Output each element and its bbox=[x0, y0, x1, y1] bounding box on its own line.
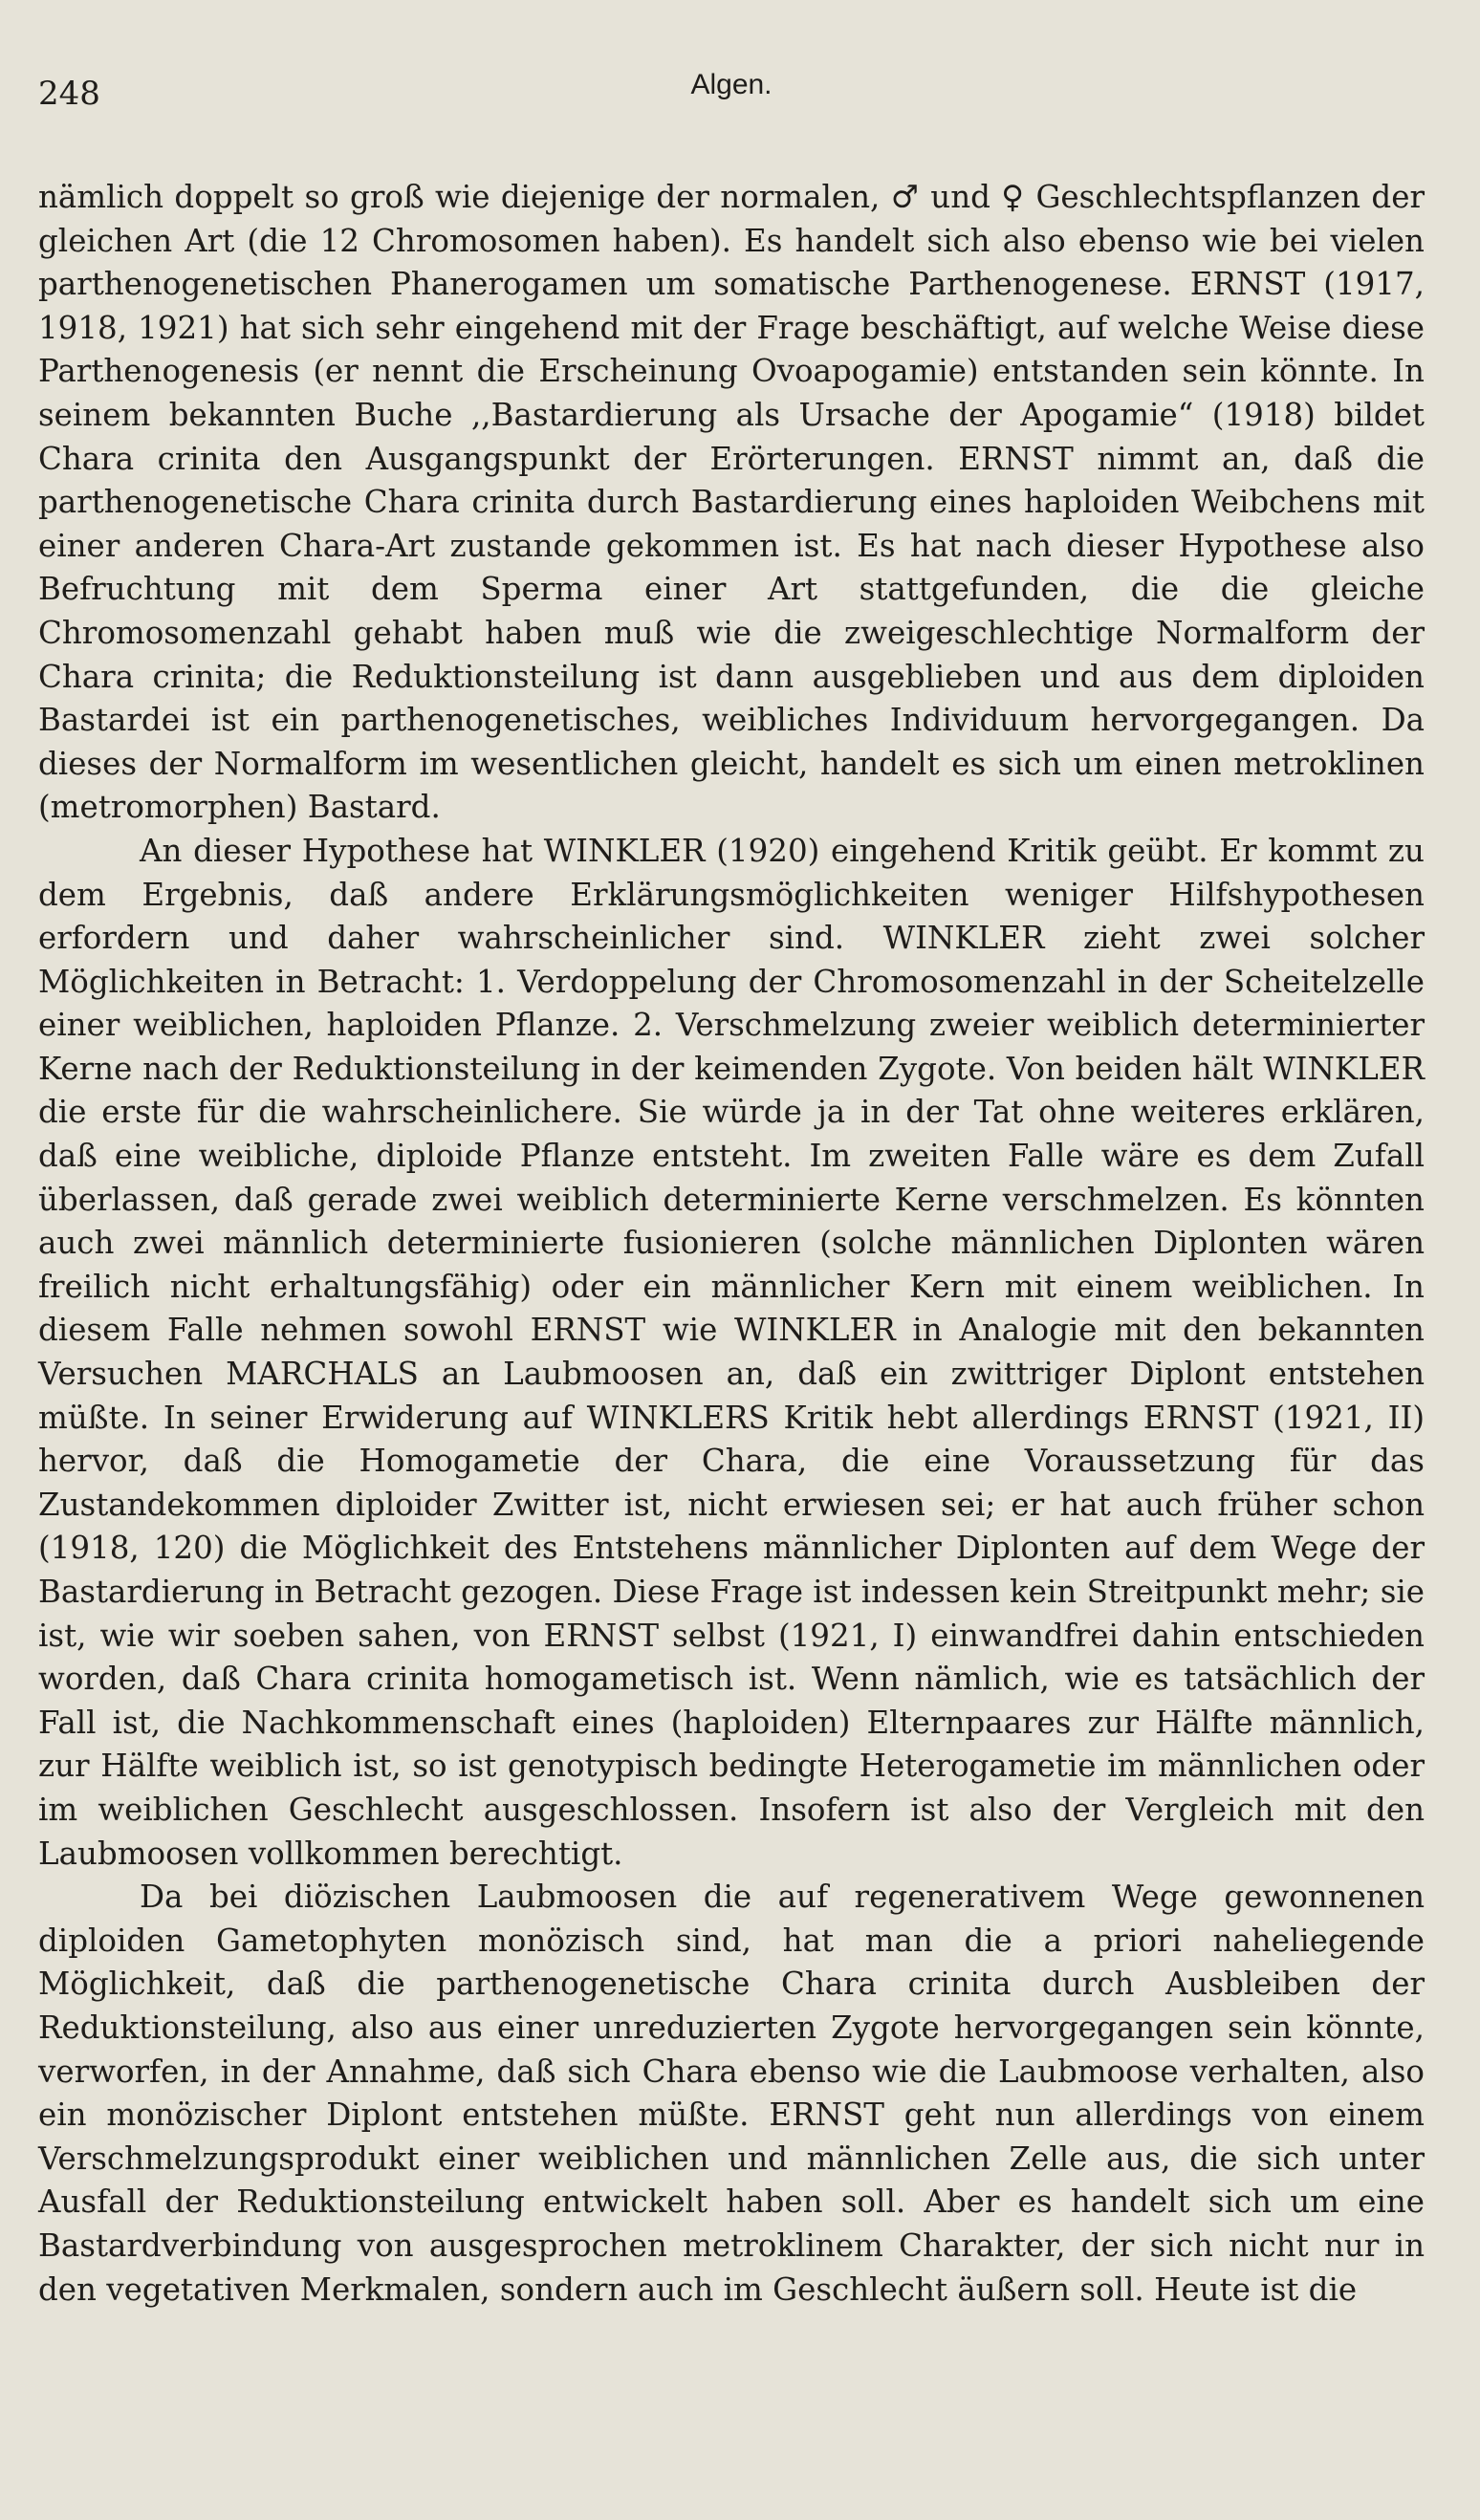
paragraph: Da bei diözischen Laubmoosen die auf regenerativem Wege gewonnenen diploiden Gametophyten monözisch sind, hat man die a priori naheliegende Möglichkeit, daß die parthenogenetische Chara crinita durch Ausbleiben der Reduktionsteilung, also aus einer unreduzierten Zygote hervorgegangen sein könnte, verworfen, in der Annahme, daß sich Chara ebenso wie die Laubmoose verhalten, also ein monözischer Diplont entstehen müßte. ERNST geht nun allerdings von einem Verschmelzungsprodukt einer weiblichen und männlichen Zelle aus, die sich unter Ausfall der Reduktionsteilung entwickelt haben soll. Aber es handelt sich um eine Bastardverbindung von ausgesprochen metroklinem Charakter, der sich nicht nur in den vegetativen Merkmalen, sondern auch im Geschlecht äußern soll. Heute ist die bbox=[38, 1879, 1425, 2308]
paragraph: An dieser Hypothese hat WINKLER (1920) eingehend Kritik geübt. Er kommt zu dem Ergebnis, daß andere Erklärungsmöglichkeiten weniger Hilfshypothesen erfordern und daher wahrscheinlicher sind. WINKLER zieht zwei solcher Möglichkeiten in Betracht: 1. Verdoppelung der Chromosomenzahl in der Scheitelzelle einer weiblichen, haploiden Pflanze. 2. Verschmelzung zweier weiblich determinierter Kerne nach der Reduktionsteilung in der keimenden Zygote. Von beiden hält WINKLER die erste für die wahrscheinlichere. Sie würde ja in der Tat ohne weiteres erklären, daß eine weibliche, diploide Pflanze entsteht. Im zweiten Falle wäre es dem Zufall überlassen, daß gerade zwei weiblich determinierte Kerne verschmelzen. Es könnten auch zwei männlich determinierte fusionieren (solche männlichen Diplonten wären freilich nicht erhaltungsfähig) oder ein männlicher Kern mit einem weiblichen. In diesem Falle nehmen sowohl ERNST wie WINKLER in Analogie mit den bekannten Versuchen MARCHALS an Laubmoosen an, daß ein zwittriger Diplont entstehen müßte. In seiner Erwiderung auf WINKLERS Kritik hebt allerdings ERNST (1921, II) hervor, daß die Homogametie der Chara, die eine Voraussetzung für das Zustandekommen diploider Zwitter ist, nicht erwiesen sei; er hat auch früher schon (1918, 120) die Möglichkeit des Entstehens männlicher Diplonten auf dem Wege der Bastardierung in Betracht gezogen. Diese Frage ist indessen kein Streitpunkt mehr; sie ist, wie wir soeben sahen, von ERNST selbst (1921, I) einwandfrei dahin entschieden worden, daß Chara crinita homogametisch ist. Wenn nämlich, wie es tatsächlich der Fall ist, die Nachkommenschaft eines (haploiden) Elternpaares zur Hälfte männlich, zur Hälfte weiblich ist, so ist genotypisch bedingte Heterogametie im männlichen oder im weiblichen Geschlecht ausgeschlossen. Insofern ist also der Vergleich mit den Laubmoosen vollkommen berechtigt. bbox=[38, 832, 1425, 1872]
body-text bbox=[38, 176, 1425, 2312]
page-header bbox=[38, 69, 1425, 132]
running-title: Algen. bbox=[690, 69, 773, 100]
page-number: 248 bbox=[38, 75, 100, 113]
paragraph: nämlich doppelt so groß wie diejenige der normalen, ♂ und ♀ Geschlechtspflanzen der gleichen Art (die 12 Chromosomen haben). Es handelt sich also ebenso wie bei vielen parthenogenetischen Phanerogamen um somatische Parthenogenese. ERNST (1917, 1918, 1921) hat sich sehr eingehend mit der Frage beschäftigt, auf welche Weise diese Parthenogenesis (er nennt die Erscheinung Ovoapogamie) entstanden sein könnte. In seinem bekannten Buche ,,Bastardierung als Ursache der Apogamie“ (1918) bildet Chara crinita den Ausgangspunkt der Erörterungen. ERNST nimmt an, daß die parthenogenetische Chara crinita durch Bastardierung eines haploiden Weibchens mit einer anderen Chara-Art zustande gekommen ist. Es hat nach dieser Hypothese also Befruchtung mit dem Sperma einer Art stattgefunden, die die gleiche Chromosomenzahl gehabt haben muß wie die zweigeschlechtige Normalform der Chara crinita; die Reduktionsteilung ist dann ausgeblieben und aus dem diploiden Bastardei ist ein parthenogenetisches, weibliches Individuum hervorgegangen. Da dieses der Normalform im wesentlichen gleicht, handelt es sich um einen metroklinen (metromorphen) Bastard. bbox=[38, 179, 1425, 826]
